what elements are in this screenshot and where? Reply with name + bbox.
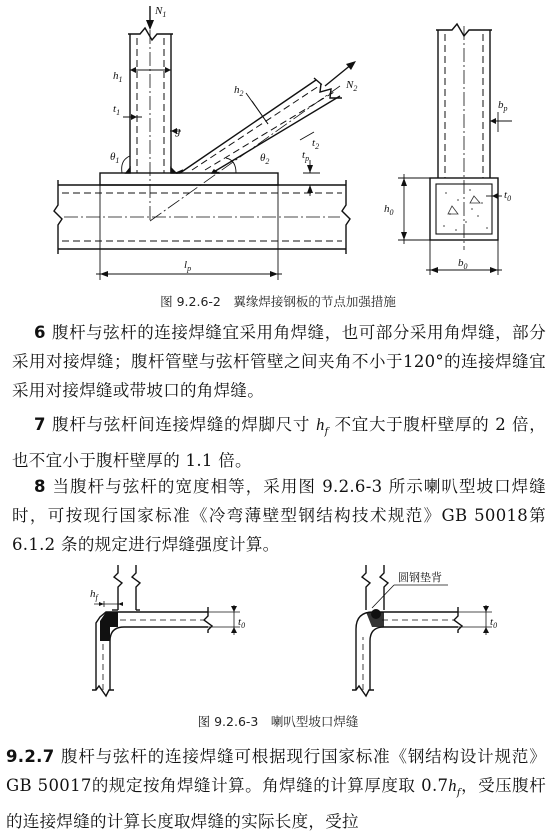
label-lp: $l_p$ [184, 259, 192, 273]
clause-6 [12, 318, 546, 405]
clause-text: 腹杆与弦杆间连接焊缝的焊脚尺寸 [51, 415, 311, 434]
clause-text: 不宜大于腹杆壁厚的 2 倍，也不宜小于腹杆壁厚的 1.1 倍。 [12, 415, 547, 471]
symbol-hf: h [448, 776, 457, 795]
clause-number: 8 [34, 477, 46, 496]
figure-9-2-6-3 [0, 565, 556, 710]
label-g: g [175, 125, 181, 137]
label-tp: $t_p$ [302, 149, 310, 163]
label-backing-bar: 圆钢垫背 [398, 571, 442, 584]
clause-7 [12, 410, 546, 475]
symbol-hf-sub: f [324, 426, 329, 438]
clause-text: 当腹杆与弦杆的宽度相等，采用图 9.2.6-3 所示喇叭型坡口焊缝时，可按现行国家标准《冷弯薄壁型钢结构技术规范》GB 50018第 6.1.2 条的规定进行焊缝强度计算。 [12, 477, 546, 554]
clause-number: 9.2.7 [6, 747, 55, 766]
clause-text: 腹杆与弦杆的连接焊缝宜采用角焊缝，也可部分采用角焊缝，部分采用对接焊缝；腹杆管壁与弦杆管壁之间夹角不小于120°的连接焊缝宜采用对接焊缝或带坡口的角焊缝。 [12, 323, 546, 400]
label-t1: $t_1$ [113, 103, 121, 117]
clause-number: 7 [34, 415, 46, 434]
label-h0: $h_0$ [384, 203, 394, 217]
label-t0: $t_0$ [504, 189, 512, 203]
label-t2: $t_2$ [312, 137, 320, 151]
label-bp: $b_p$ [498, 99, 508, 113]
label-N2: $N_2$ [346, 79, 358, 93]
figure-caption-9-2-6-3: 图 9.2.6-3 喇叭型坡口焊缝 [197, 714, 359, 729]
clause-number: 6 [34, 323, 46, 342]
figure-caption-9-2-6-2: 图 9.2.6-2 翼缘焊接钢板的节点加强措施 [160, 294, 396, 309]
figure-9-2-6-2 [0, 0, 556, 300]
label-t0-right: $t_0$ [490, 616, 498, 630]
label-t0-left: $t_0$ [238, 616, 246, 630]
clause-8 [12, 472, 546, 559]
label-h1: $h_1$ [113, 70, 123, 84]
label-b0: $b_0$ [458, 257, 468, 271]
clause-text: 腹杆与弦杆的连接焊缝可根据现行国家标准《钢结构设计规范》GB 50017的规定按角焊缝计算。角焊缝的计算厚度取 0.7 [6, 747, 546, 795]
label-h2: $h_2$ [234, 84, 244, 98]
clause-text: ，受压腹杆的连接焊缝的计算长度取焊缝的实际长度，受拉 [6, 776, 547, 832]
label-N1: $N_1$ [155, 5, 167, 19]
symbol-hf: h [316, 415, 325, 434]
clause-9-2-7 [6, 742, 546, 836]
symbol-hf-sub: f [456, 787, 461, 799]
label-theta1: $\theta_1$ [110, 151, 120, 165]
label-theta2: $\theta_2$ [260, 152, 270, 166]
label-hf: $h_f$ [90, 588, 98, 602]
